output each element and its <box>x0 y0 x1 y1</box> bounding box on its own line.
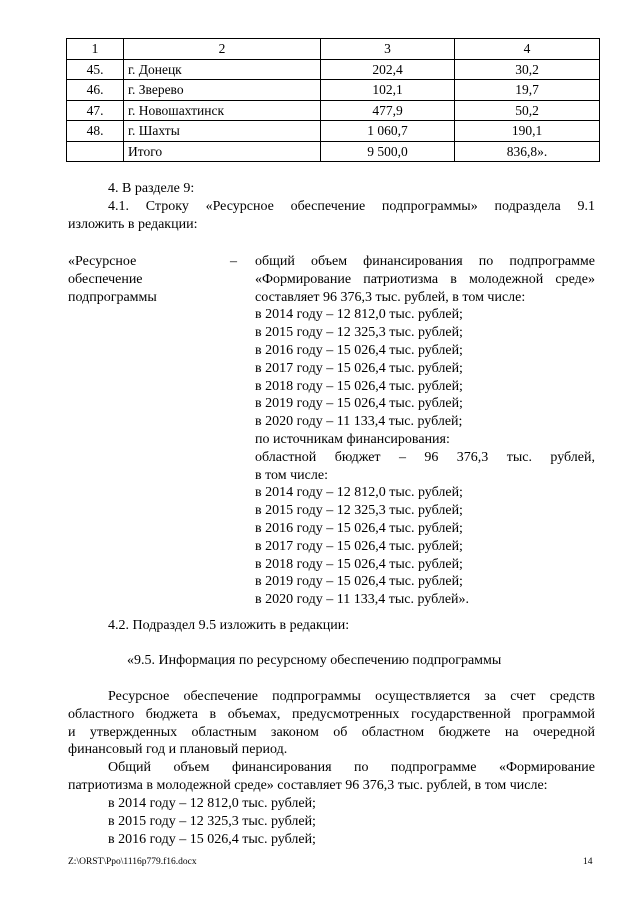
year-line: в 2016 году – 15 026,4 тыс. рублей; <box>255 342 463 358</box>
subsection-title: «9.5. Информация по ресурсному обеспечению подпрограммы <box>127 653 502 668</box>
paragraph-line: областного бюджета в объемах, предусмотренных государственной программой <box>68 706 595 722</box>
year-line: в 2015 году – 12 325,3 тыс. рублей; <box>255 503 463 519</box>
passport-line: в том числе: <box>255 467 328 483</box>
paragraph-line: финансовый год и плановый период. <box>68 742 288 758</box>
body-year-list <box>108 795 316 848</box>
funding-table <box>66 38 600 162</box>
table-row <box>67 80 600 101</box>
table-total-row <box>67 141 600 162</box>
year-line: в 2014 году – 12 812,0 тыс. рублей; <box>108 796 316 811</box>
year-line: в 2019 году – 15 026,4 тыс. рублей; <box>255 574 463 590</box>
paragraph-line: и утвержденных областным законом об областном бюджете на очередной <box>68 724 595 740</box>
row-value-1: 9 500,0 <box>321 141 455 162</box>
year-line: в 2020 году – 11 133,4 тыс. рублей; <box>255 414 463 430</box>
row-value-2: 190,1 <box>455 121 600 142</box>
table-header-cell: 3 <box>321 39 455 60</box>
year-line: в 2016 году – 15 026,4 тыс. рублей; <box>255 520 463 536</box>
section-heading: 4. В разделе 9: <box>108 181 195 196</box>
table-header-cell: 4 <box>455 39 600 60</box>
table-header-cell: 1 <box>67 39 124 60</box>
row-name: г. Новошахтинск <box>124 100 321 121</box>
passport-line: «Формирование патриотизма в молодежной среде» <box>255 271 595 287</box>
paragraph-line: Ресурсное обеспечение подпрограммы осуществляется за счет средств <box>108 689 595 704</box>
year-line: в 2020 году – 11 133,4 тыс. рублей». <box>255 592 470 608</box>
paragraph-line: Общий объем финансирования по подпрограмме «Формирование <box>108 760 595 776</box>
page-number: 14 <box>583 857 593 867</box>
item-4-2: 4.2. Подраздел 9.5 изложить в редакции: <box>108 618 350 633</box>
row-value-1: 477,9 <box>321 100 455 121</box>
row-value-1: 1 060,7 <box>321 121 455 142</box>
row-value-2: 30,2 <box>455 59 600 80</box>
passport-line: по источникам финансирования: <box>255 431 450 447</box>
passport-value <box>255 253 595 609</box>
year-line: в 2018 году – 15 026,4 тыс. рублей; <box>255 378 463 394</box>
year-line: в 2014 году – 12 812,0 тыс. рублей; <box>255 485 463 501</box>
year-line: в 2015 году – 12 325,3 тыс. рублей; <box>108 813 316 829</box>
passport-line: составляет 96 376,3 тыс. рублей, в том числе: <box>255 289 526 305</box>
row-number: 46. <box>67 80 124 101</box>
paragraph-line: патриотизма в молодежной среде» составляет 96 376,3 тыс. рублей, в том числе: <box>68 777 548 793</box>
row-value-2: 50,2 <box>455 100 600 121</box>
year-line: в 2017 году – 15 026,4 тыс. рублей; <box>255 538 463 554</box>
item-4-1-line: 4.1. Строку «Ресурсное обеспечение подпрограммы» подраздела 9.1 <box>108 199 595 214</box>
row-value-1: 202,4 <box>321 59 455 80</box>
passport-label-line: обеспечение <box>68 271 143 287</box>
year-line: в 2016 году – 15 026,4 тыс. рублей; <box>108 831 316 847</box>
passport-line: общий объем финансирования по подпрограмме <box>255 254 595 269</box>
row-name: г. Зверево <box>124 80 321 101</box>
year-line: в 2019 году – 15 026,4 тыс. рублей; <box>255 396 463 412</box>
passport-line: областной бюджет – 96 376,3 тыс. рублей, <box>255 449 595 465</box>
row-value-2: 836,8». <box>455 141 600 162</box>
item-4-1-line: изложить в редакции: <box>68 217 198 232</box>
table-row <box>67 100 600 121</box>
row-name: г. Шахты <box>124 121 321 142</box>
table-row <box>67 121 600 142</box>
year-line: в 2018 году – 15 026,4 тыс. рублей; <box>255 556 463 572</box>
year-line: в 2014 году – 12 812,0 тыс. рублей; <box>255 307 463 323</box>
passport-label <box>68 253 157 306</box>
row-name: г. Донецк <box>124 59 321 80</box>
row-number: 47. <box>67 100 124 121</box>
table-header-cell: 2 <box>124 39 321 60</box>
row-number: 45. <box>67 59 124 80</box>
footer-file-path: Z:\ORST\Ppo\1116p779.f16.docx <box>68 857 197 867</box>
row-value-1: 102,1 <box>321 80 455 101</box>
row-value-2: 19,7 <box>455 80 600 101</box>
row-name: Итого <box>124 141 321 162</box>
table-header-row <box>67 39 600 60</box>
table-row <box>67 59 600 80</box>
passport-label-line: подпрограммы <box>68 289 157 305</box>
year-line: в 2015 году – 12 325,3 тыс. рублей; <box>255 325 463 341</box>
passport-dash: – <box>230 254 237 269</box>
row-number: 48. <box>67 121 124 142</box>
passport-label-line: «Ресурсное <box>68 254 137 269</box>
row-number <box>67 141 124 162</box>
year-line: в 2017 году – 15 026,4 тыс. рублей; <box>255 360 463 376</box>
body-paragraph <box>68 688 595 795</box>
